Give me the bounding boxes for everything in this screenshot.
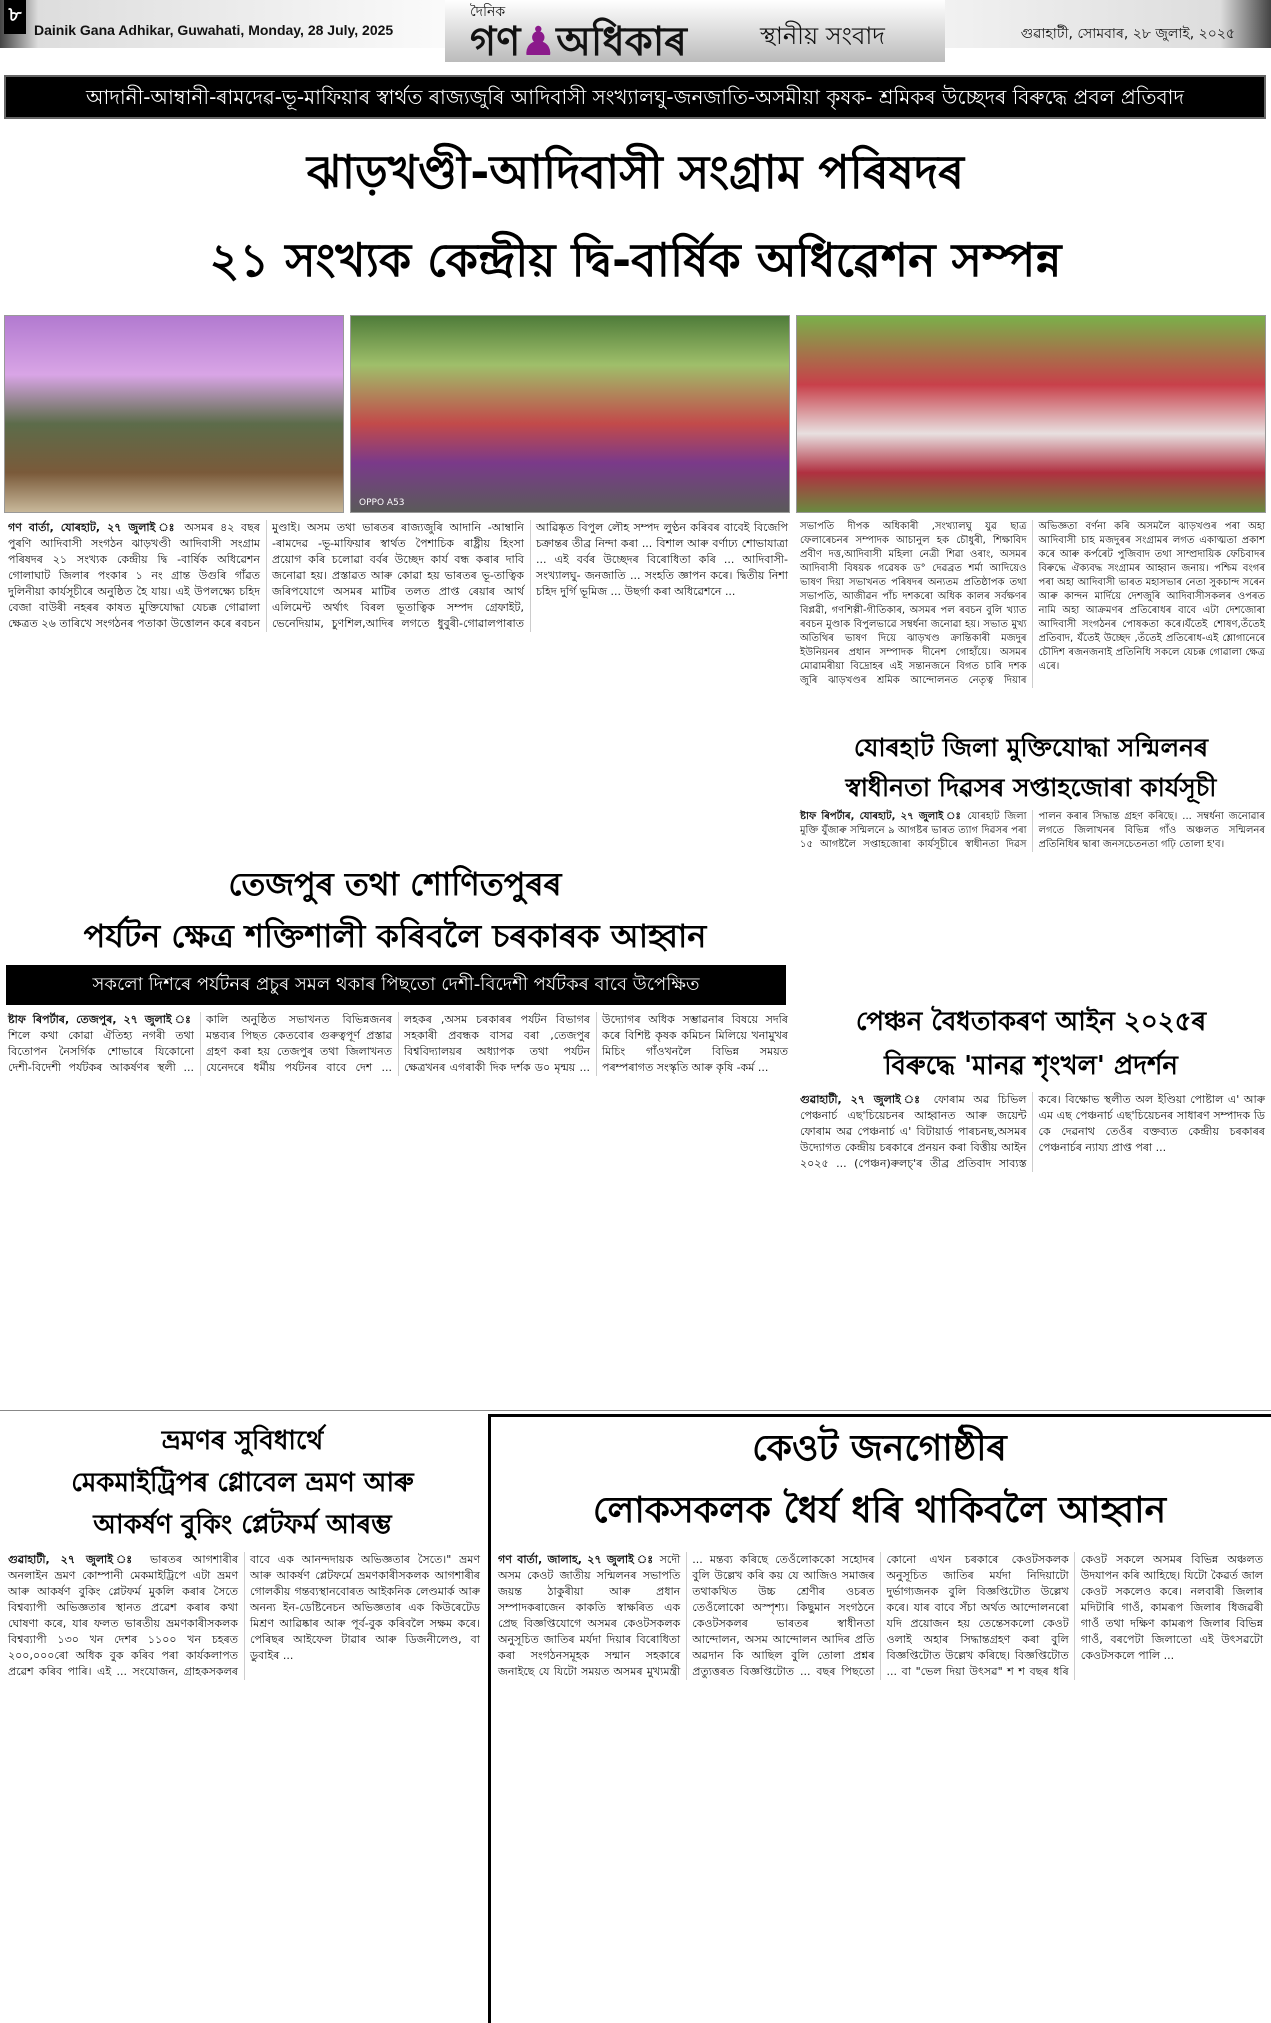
- masthead-prefix: দৈনিক: [470, 4, 506, 20]
- dateline: গুৱাহাটী, ২৭ জুলাই ঃ: [800, 1093, 926, 1106]
- photo-procession: [796, 315, 1266, 513]
- travel-headline: [0, 1420, 485, 1546]
- dateline: গণ বাৰ্তা, জালাহ, ২৭ জুলাই ঃ: [498, 1553, 655, 1566]
- banner-headline: আদানী-আম্বানী-ৰামদেৱ-ভূ-মাফিয়াৰ স্বাৰ্থত ৰাজ্যজুৰি আদিবাসী সংখ্যালঘু-জনজাতি-অসমীয়া কৃষক- শ্ৰমিকৰ উচ্ছেদৰ বিৰুদ্ধে প্ৰবল প্ৰতিবাদ: [4, 75, 1266, 119]
- headline-line: ভ্ৰমণৰ সুবিধাৰ্থে: [161, 1426, 324, 1456]
- article-text: ভাৰতৰ আগশাৰীৰ অনলাইন ভ্ৰমণ কোম্পানী মেকমাইট্ৰিপে এটা ভ্ৰমণ আৰু আকৰ্ষণ বুকিং প্লেটফৰ্ম মুকলি কৰাৰ সৈতে বিশ্বব্যাপী অভিজ্ঞতাৰ স্থানত প্ৰৱেশ কৰাৰ কথা ঘোষণা কৰে, যাৰ ফলত ভাৰতীয় ভ্ৰমণকাৰীসকলক বিশ্বব্যাপী ১৩০ খন দেশৰ ১১০০ খন চহৰত ২০০,০০০ৰো অধিক বুক কৰিব পৰা কাৰ্যকলাপত প্ৰৱেশ কৰিব পাৰি। এই ... সংযোজন, গ্ৰাহকসকলৰ বাবে এক আনন্দদায়ক অভিজ্ঞতাৰ সৈতে।" ভ্ৰমণ আৰু আকৰ্ষণ প্লেটফৰ্মে ভ্ৰমণকাৰীসকলক আগশাৰীৰ গোলকীয় গন্তব্যস্থানবোৰত আইকনিক লেণ্ডমাৰ্ক আৰু অনন্য ইন-ডেষ্টিনেচন অভিজ্ঞতাৰ এক কিউৰেটেড মিশ্ৰণ আৱিষ্কাৰ আৰু পূৰ্ব-বুক কৰিবলৈ সক্ষম কৰে। পেৰিছৰ আইফেল টাৱাৰ আৰু ডিজনীলেণ্ড, বা ডুবাইৰ ...: [8, 1553, 480, 1678]
- assamese-dateline: গুৱাহাটী, সোমবাৰ, ২৮ জুলাই, ২০২৫: [1020, 26, 1235, 42]
- dateline: ষ্টাফ ৰিপৰ্টাৰ, যোৰহাট, ২৭ জুলাই ঃ: [800, 811, 963, 822]
- main-article-body-cont: সভাপতি দীপক অধিকাৰী ,সংখ্যালঘু যুৱ ছাত্ৰ ফেলাৰেচনৰ সম্পাদক আচানুল হক চৌধুৰী, শিক্ষাবিদ প্ৰবীণ দত্ত,আদিবাসী মহিলা নেত্ৰী শিৱা ওৰাং, অসমৰ আদিবাসী বিষয়ক গৱেষক ড° দেৱব্ৰত শৰ্মা আদিয়েও ভাষণ দিয়া সভাখনত পৰিষদৰ অন্যতম প্ৰতিষ্ঠাপক তথা সভাপতি, আজীৱন পাঁচ দশকৰো অধিক কালৰ সৰ্বক্ষণৰ বিপ্লৱী, গণশিল্পী-গীতিকাৰ, অসমৰ পল ৰবচন বুলি খ্যাত ৰবচন মুণ্ডাক বিপুলভাৱে সম্বৰ্ধনা জনোৱা হয়। সভাত মুখ্য অতিথিৰ ভাষণ দিয়ে ঝাড়খণ্ড ক্ৰান্তিকাৰী মজদুৰ ইউনিয়নৰ প্ৰধান সম্পাদক দীনেশ গোহাঁয়ে। অসমৰ মোৱামৰীয়া বিদ্ৰোহৰ এই সন্তানজনে বিগত চাৰি দশক জুৰি ঝাড়খণ্ডৰ শ্ৰমিক আন্দোলনত নেতৃত্ব দিয়াৰ অভিজ্ঞতা বৰ্ণনা কৰি অসমলৈ ঝাড়খণ্ডৰ পৰা অহা আদিবাসী চাহ মজদুৰৰ সংগ্ৰামৰ লগত একাত্মতা প্ৰকাশ কৰে আৰু কৰ্পৰেট পুজিবাদ তথা সাম্প্ৰদায়িক ফেচিবাদৰ বিৰুদ্ধে ঐক্যবদ্ধ সংগ্ৰামৰ আহ্বান জনায়। পশ্চিম বংগৰ পৰা অহা আদিবাসী ভাৰত মহাসভাৰ নেতা সুকচান্দ সৰেন আৰু কান্দন মাৰ্দিয়ে দেশজুৰি আদিবাসীসকলৰ ওপৰত নামি অহা আক্ৰমণৰ প্ৰতিৰোধৰ বাবে এটা দেশজোৰা আদিবাসী সংগঠনৰ পোষকতা কৰে।যঁতেই শোষণ,তঁতেই প্ৰতিবাদ, যঁতেই উচ্ছেদ ,তঁতেই প্ৰতিৰোধ-এই শ্লোগানেৰে চৌদিশ ৰজনজনাই প্ৰতিনিধি সকলে যেচক্ক গোৱালা ক্ষেত্ৰ এৰে।: [800, 521, 1265, 686]
- main-headline: [0, 128, 1271, 304]
- dateline: ষ্টাফ ৰিপৰ্টাৰ, তেজপুৰ, ২৭ জুলাই ঃ: [8, 1013, 194, 1026]
- photo-audience: [350, 315, 790, 513]
- main-headline-line2: ২১ সংখ্যক কেন্দ্ৰীয় দ্বি-বাৰ্ষিক অধিৱেশন সম্পন্ন: [209, 233, 1062, 287]
- article-text: শিলে কথা কোৱা ঐতিহ্য নগৰী তথা বিতোপন নৈসৰ্গিক শোভাৰে যিকোনো দেশী-বিদেশী পৰ্যটকৰ আকৰ্ষণৰ স্থলী ... কালি অনুষ্ঠিত সভাখনত বিভিন্নজনৰ মন্তব্যৰ পিছত কেতবোৰ গুৰুত্বপূৰ্ণ প্ৰস্তাৱ গ্ৰহণ কৰা হয় তেজপুৰ তথা জিলাখনত যেনেদৰে ধৰ্মীয় পৰ্যটনৰ বাবে দেশ ... লহকৰ ,অসম চৰকাৰৰ পৰ্যটন বিভাগৰ সহকাৰী প্ৰবন্ধক বাসৱ বৰা ,তেজপুৰ বিশ্ববিদ্যালয়ৰ অধ্যাপক তথা পৰ্যটন ক্ষেত্ৰখনৰ এগৰাকী দিক দৰ্শক ড০ মৃন্ময় ... উদ্যোগৰ অধিক সম্ভাৱনাৰ বিষয়ে সদৰি কৰে বিশিষ্ট কৃষক কমিচন মিলিয়ে খনামুখৰ মিচিং গাঁওখনলৈ বিভিন্ন সময়ত পৰম্পৰাগত সংস্কৃতি আৰু কৃষি -কৰ্ম ...: [8, 1013, 788, 1074]
- headline-line: পৰ্যটন ক্ষেত্ৰ শক্তিশালী কৰিবলৈ চৰকাৰক আহ্বান: [83, 917, 707, 955]
- headline-line: স্বাধীনতা দিৱসৰ সপ্তাহজোৰা কাৰ্যসূচী: [845, 773, 1217, 802]
- main-article-body: [8, 520, 788, 632]
- tezpur-article-body: [8, 1012, 788, 1076]
- pension-headline: [792, 1000, 1270, 1088]
- headline-line: তেজপুৰ তথা শোণিতপুৰৰ: [228, 865, 562, 903]
- article-text: সদৌ অসম কেওট জাতীয় সন্মিলনৰ সভাপতি জয়ন্ত ঠাকুৰীয়া আৰু প্ৰধান সম্পাদকৰাজেন কাকতি স্বাক্ষৰিত এক প্ৰেছ বিজ্ঞপ্তিযোগে অসমৰ কেওটসকলক অনুসূচিত জাতিৰ মৰ্যদা দিয়াৰ বিৰোধিতা কৰা সংগঠনসমূহক সন্মান সহকাৰে জনাইছে যে যিটো সময়ত অসমৰ মুখ্যমন্ত্ৰী ... মন্তব্য কৰিছে তেওঁলোককো সহোদৰ বুলি উল্লেখ কৰি কয় যে আজিও সমাজৰ তথাকথিত উচ্চ শ্ৰেণীৰ ওচৰত তেওঁলোকো অস্পৃশ্য। কিছুমান সংগঠনে কেওটসকলৰ ভাৰতৰ স্বাধীনতা আন্দোলন, অসম আন্দোলন আদিৰ প্ৰতি অৱদান কি আছিল বুলি তোলা প্ৰশ্নৰ প্ৰত্যুত্তৰত বিজ্ঞপ্তিটোত ... বছৰ পিছতো কোনো এখন চৰকাৰে কেওটসকলক অনুসূচিত জাতিৰ মৰ্যদা নিদিয়াটো দুৰ্ভাগ্যজনক বুলি বিজ্ঞপ্তিটোত উল্লেখ কৰে। যাৰ বাবে সঁচা অৰ্থত আন্দোলনৰো যদি প্ৰয়োজন হয় তেন্তেসকলো কেওট ওলাই অহাৰ সিদ্ধান্তগ্ৰহণ কৰা বুলি বিজ্ঞপ্তিটোত উল্লেখ কৰিছে। বিজ্ঞপ্তিটোত ... বা "ভেল দিয়া উৎসৱ" শ শ বছৰ ধৰি কেওট সকলে অসমৰ বিভিন্ন অঞ্চলত উদযাপন কৰি আহিছে। যিটো কৈৱৰ্ত জাল কেওট সকলেও কৰে। নলবাৰী জিলাৰ মদিটাৰি গাওঁ, কামৰূপ জিলাৰ ধিজৱৰী গাওঁ তথা দক্ষিণ কামৰূপ জিলাৰ বিভিন্ন গাওঁ, বৰপেটা জিলাতো এই উৎসৱটো কেওটসকলে পালি ...: [498, 1553, 1263, 1678]
- masthead-title-left: গণ: [470, 19, 521, 65]
- headline-line: আকৰ্ষণ বুকিং প্লেটফৰ্ম আৰম্ভ: [93, 1510, 392, 1540]
- tezpur-subheadline: সকলো দিশৰে পৰ্যটনৰ প্ৰচুৰ সমল থকাৰ পিছতো দেশী-বিদেশী পৰ্যটকৰ বাবে উপেক্ষিত: [6, 965, 786, 1005]
- tezpur-headline: [0, 858, 790, 962]
- article-text: যোৰহাট জিলা মুক্তি যুঁজাৰু সন্মিলনে ৯ আগষ্টৰ ভাৰত ত্যাগ দিৱসৰ পৰা ১৫ আগষ্টলৈ সপ্তাহজোৰা কাৰ্যসূচীৰে স্বাধীনতা দিৱস পালন কৰাৰ সিদ্ধান্ত গ্ৰহণ কৰিছে। ... সম্বৰ্ধনা জনোৱাৰ লগতে জিলাখনৰ বিভিন্ন গাঁও অঞ্চলত সন্মিলনৰ প্ৰতিনিধিৰ দ্বাৰা জনসচেতনতা গঢ়ি তোলা হ'ব।: [800, 811, 1265, 850]
- section-title: স্থানীয় সংবাদ: [760, 22, 885, 50]
- jorhat-article-body: [800, 810, 1265, 852]
- photo-credit: OPPO A53: [359, 498, 405, 508]
- page-number: ৮: [4, 0, 26, 34]
- section-divider: [0, 1410, 1271, 1411]
- pension-article-body: [800, 1092, 1265, 1172]
- english-dateline: Dainik Gana Adhikar, Guwahati, Monday, 28 July, 2025: [34, 22, 394, 38]
- headline-line: বিৰুদ্ধে 'মানৱ শৃংখল' প্ৰদৰ্শন: [884, 1051, 1178, 1081]
- jorhat-headline: [792, 728, 1270, 808]
- dateline: গুৱাহাটী, ২৭ জুলাই ঃ: [8, 1553, 140, 1566]
- keot-article-body: [498, 1552, 1263, 1680]
- article-text: ফোৰাম অৱ চিভিল পেঞ্চনাৰ্চ এছ'চিয়েচনৰ আহ্বানত আৰু জয়েন্ট ফোৰাম অৱ পেঞ্চনাৰ্চ এ' বিটায়াৰ্ড পাৰচনছ,অসমৰ উদ্যোগত কেন্দ্ৰীয় চৰকাৰে প্ৰনয়ন কৰা বিত্তীয় আইন ২০২৫ ... (পেঞ্চন)ৰুলচ্'ৰ তীব্ৰ প্ৰতিবাদ সাব্যস্ত কৰে। বিক্ষোভ স্থলীত অল ইণ্ডিয়া পোষ্টাল এ' আৰু এম এছ পেঞ্চনাৰ্চ এছ'চিয়েচনৰ সাধাৰণ সম্পাদক ডি কে দেৱনাথ তেওঁৰ বক্তব্যত কেন্দ্ৰীয় চৰকাৰৰ পেঞ্চনাৰ্চৰ ন্যায্য প্ৰাপ্ত পৰা ...: [800, 1093, 1265, 1170]
- headline-line: পেঞ্চন বৈধতাকৰণ আইন ২০২৫ৰ: [855, 1007, 1207, 1037]
- keot-headline: [492, 1418, 1267, 1542]
- headline-line: লোকসকলক ধৈৰ্য ধৰি থাকিবলৈ আহ্বান: [592, 1490, 1167, 1531]
- people-icon: ♟: [520, 19, 557, 65]
- masthead-logo: [470, 10, 687, 77]
- travel-article-body: [8, 1552, 480, 1680]
- article-text: অসমৰ ৪২ বছৰ পুৰণি আদিবাসী সংগঠন ঝাড়খণ্ডী আদিবাসী সংগ্ৰাম পৰিষদৰ ২১ সংখ্যক কেন্দ্ৰীয় দ্বি -বাৰ্ষিক অধিৱেশন গোলাঘাট জিলাৰ পংকাৰ ১ নং গ্ৰান্ত উগুৰি গাঁৱত দুলিনীয়া কাৰ্যসূচীৰে অনুষ্ঠিত হৈ যায়। এই উপলক্ষ্যে চহিদ বেজা বাউৰী নহৰৰ কাষত মুক্তিযোদ্ধা যেচক্ক গোৱালা ক্ষেত্ৰত ২৬ তাৰিখে সংগঠনৰ পতাকা উত্তোলন কৰে ৰবচন মুণ্ডাই। অসম তথা ভাৰতৰ ৰাজ্যজুৰি আদানি -আম্বানি -ৰামদেৱ -ভূ-মাফিয়াৰ স্বাৰ্থত পৈশাচিক ৰাষ্ট্ৰীয় হিংসা প্ৰয়োগ কৰি চলোৱা বৰ্বৰ উচ্ছেদ কাৰ্য বন্ধ কৰাৰ দাবি জনোৱা হয়। প্ৰস্তাৱত আৰু কোৱা হয় ভাৰতৰ ভূ-তাত্বিক জৰিপযোগে অসমৰ মাটিৰ তলত প্ৰাপ্ত ৰেয়াৰ আৰ্থ এলিমেন্ট অৰ্থাৎ বিৰল ভূতাত্বিক সম্পদ গ্ৰেফাইট, ভেনেদিয়াম, চুণশিল,আদিৰ লগতে ধুবুৰী-গোৱালপাৰাত আৱিষ্কৃত বিপুল লৌহ সম্পদ লুণ্ঠন কৰিবৰ বাবেই বিজেপি চক্ৰান্তৰ তীব্ৰ নিন্দা কৰা ... বিশাল আৰু বৰ্ণাঢ্য শোভাযাত্ৰা ... এই বৰ্বৰ উচ্ছেদৰ বিৰোধিতা কৰি ... আদিবাসী-সংখ্যালঘু- জনজাতি ... সংহতি জ্ঞাপন কৰে। দ্বিতীয় নিশা চহিদ দুৰ্গি ভূমিজ ... উছৰ্গা কৰা অধিৱেশনে ...: [8, 521, 788, 630]
- masthead-title-right: অধিকাৰ: [556, 19, 687, 65]
- dateline: গণ বাৰ্তা, যোৰহাট, ২৭ জুলাই ঃ: [8, 521, 178, 534]
- headline-line: মেকমাইট্ৰিপৰ গ্লোবেল ভ্ৰমণ আৰু: [71, 1468, 414, 1498]
- photo-stage-meeting: [4, 315, 344, 513]
- headline-line: কেওট জনগোষ্ঠীৰ: [752, 1428, 1007, 1469]
- main-headline-line1: ঝাড়খণ্ডী-আদিবাসী সংগ্ৰাম পৰিষদৰ: [306, 145, 965, 199]
- headline-line: যোৰহাট জিলা মুক্তিযোদ্ধা সন্মিলনৰ: [853, 733, 1209, 762]
